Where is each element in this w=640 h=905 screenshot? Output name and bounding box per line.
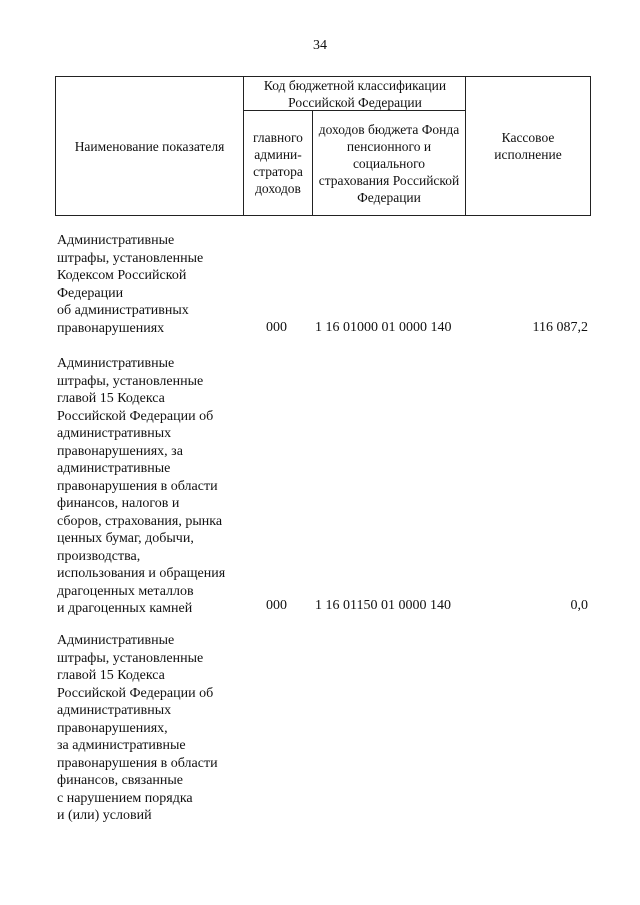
row-classification-code: 1 16 01000 01 0000 140 [315,320,452,335]
header-name: Наименование показателя [74,138,225,154]
header-admin: главного админи-стратора доходов [253,130,303,196]
row-admin-code: 000 [266,320,287,335]
header-budget-code: Код бюджетной классификации Российской Федерации [263,77,447,110]
row-execution-value: 116 087,2 [532,320,588,335]
header-income: доходов бюджета Фонда пенсионного и социального страхования Российской Федерации [318,121,460,205]
row-name: Административные штрафы, установленные Кодексом Российской Федерации об административных правонарушениях [57,233,204,336]
header-execution: Кассовое исполнение [494,130,562,162]
row-execution-value: 0,0 [570,598,588,613]
page-number: 34 [313,38,327,53]
row-name: Административные штрафы, установленные главой 15 Кодекса Российской Федерации об административных правонарушениях, за административные правонарушения в области финансов, связанные с нарушением порядка и (или) условий [57,633,218,823]
row-admin-code: 000 [266,598,287,613]
row-classification-code: 1 16 01150 01 0000 140 [315,598,451,613]
row-name: Административные штрафы, установленные главой 15 Кодекса Российской Федерации об административных правонарушениях, за административные правонарушения в области финансов, налогов и сборов, страхования, рынка ценных бумаг, добычи, производства, использования и обращения драгоценных металлов и драгоценных камней [57,356,226,616]
